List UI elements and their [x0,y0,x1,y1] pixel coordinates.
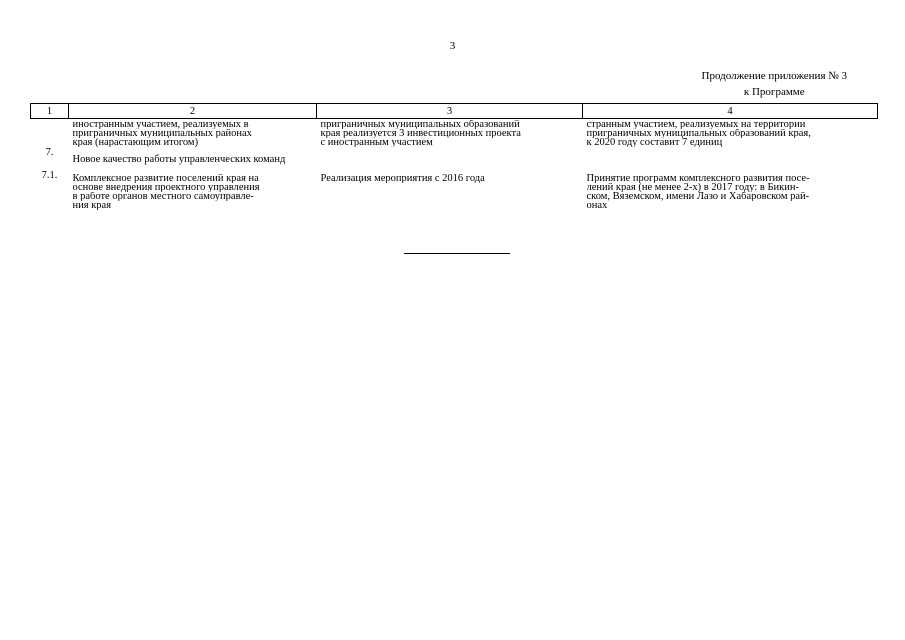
table-header-row [31,104,878,119]
column-header-3: 3 [317,104,583,119]
text-line: с иностранным участием [320,138,433,147]
annex-line-1: Продолжение приложения № 3 [701,70,847,82]
cell-result [583,171,878,210]
annex-line-2: к Программе [743,86,805,98]
column-header-4: 4 [583,104,878,119]
cell-result [583,119,878,148]
section-number: 7. [45,147,54,158]
text-line: ском, Вяземском, имени Лазо и Хабаровском рай- [586,192,810,201]
text-line: лений края (не менее 2-х) в 2017 году: в Бикин- [586,183,800,192]
text-line: края реализуется 3 инвестиционных проекта [320,129,521,138]
text-line: основе внедрения проектного управления [72,183,260,192]
table-row-continuation [31,119,878,148]
text-line: странным участием, реализуемых на территории [586,120,806,129]
text-line: Реализация мероприятия с 2016 года [320,174,485,183]
text-line: Комплексное развитие поселений края на [72,174,259,183]
cell-indicator [69,171,317,210]
text-line: онах [586,201,608,210]
text-line: ния края [72,201,112,210]
annex-title [702,68,847,100]
cell-implementation [317,119,583,148]
text-line: иностранным участием, реализуемых в [72,120,249,129]
row-number: 7.1. [41,170,58,181]
table-row-7-1 [31,171,878,210]
text-line: Принятие программ комплексного развития посе- [586,174,810,183]
column-header-2: 2 [69,104,317,119]
cell-indicator [69,119,317,148]
section-title: Новое качество работы управленческих команд [72,154,286,165]
cell-number [31,119,69,148]
text-line: приграничных муниципальных районах [72,129,252,138]
table-row-section-7 [31,147,878,171]
text-line: края (нарастающим итогом) [72,138,199,147]
column-header-1: 1 [31,104,69,119]
text-line: приграничных муниципальных образований края, [586,129,811,138]
text-line: к 2020 году составит 7 единиц [586,138,723,147]
end-of-document-rule [404,253,510,254]
text-line: в работе органов местного самоуправле- [72,192,254,201]
text-line: приграничных муниципальных образований [320,120,520,129]
cell-implementation [317,171,583,210]
page-number: 3 [449,40,456,52]
program-table [30,103,878,210]
